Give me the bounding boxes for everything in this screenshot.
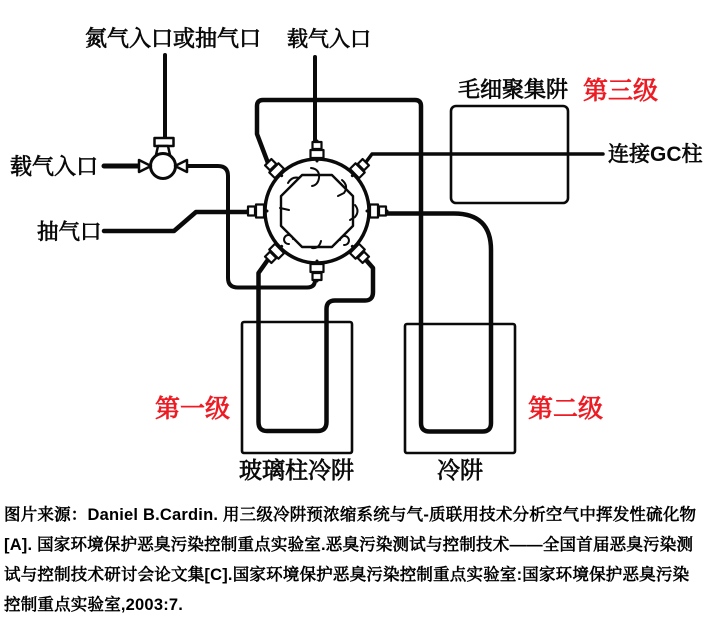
label-stage-one: 第一级 (155, 395, 231, 423)
port-fitting-s (311, 261, 324, 281)
rotary-valve (247, 141, 387, 281)
valve-body (151, 154, 176, 179)
label-connect-gc: 连接GC柱 (608, 143, 703, 166)
label-stage-three: 第三级 (583, 77, 659, 105)
three-way-valve (139, 138, 187, 179)
label-carrier-inlet-left: 载气入口 (10, 154, 99, 179)
label-capillary-trap: 毛细聚集阱 (458, 77, 569, 102)
caption-line-2: [A]. 国家环境保护恶臭污染控制重点实验室.恶臭污染测试与控制技术——全国首届恶臭污染测 (4, 536, 694, 554)
label-nitrogen-inlet: 氮气入口或抽气口 (85, 26, 262, 51)
label-pump-port: 抽气口 (37, 220, 102, 244)
valve-left-fitting (139, 160, 151, 172)
port-fitting-e (367, 205, 387, 218)
label-glass-trap: 玻璃柱冷阱 (239, 457, 354, 483)
valve-right-fitting (175, 160, 187, 172)
port-fitting-n (311, 141, 324, 161)
source-caption (4, 500, 722, 620)
label-cold-trap: 冷阱 (437, 457, 483, 483)
port-fitting-w (247, 205, 267, 218)
label-stage-two: 第二级 (528, 395, 604, 423)
caption-line-3: 试与控制技术研讨会论文集[C].国家环境保护恶臭污染控制重点实验室:国家环境保护恶臭污染 (4, 566, 690, 584)
label-carrier-inlet-top: 载气入口 (287, 28, 371, 51)
caption-line-4: 控制重点实验室,2003:7. (4, 596, 184, 614)
caption-line-1: 图片来源：Daniel B.Cardin. 用三级冷阱预浓缩系统与气-质联用技术分析空气中挥发性硫化物 (4, 506, 697, 524)
